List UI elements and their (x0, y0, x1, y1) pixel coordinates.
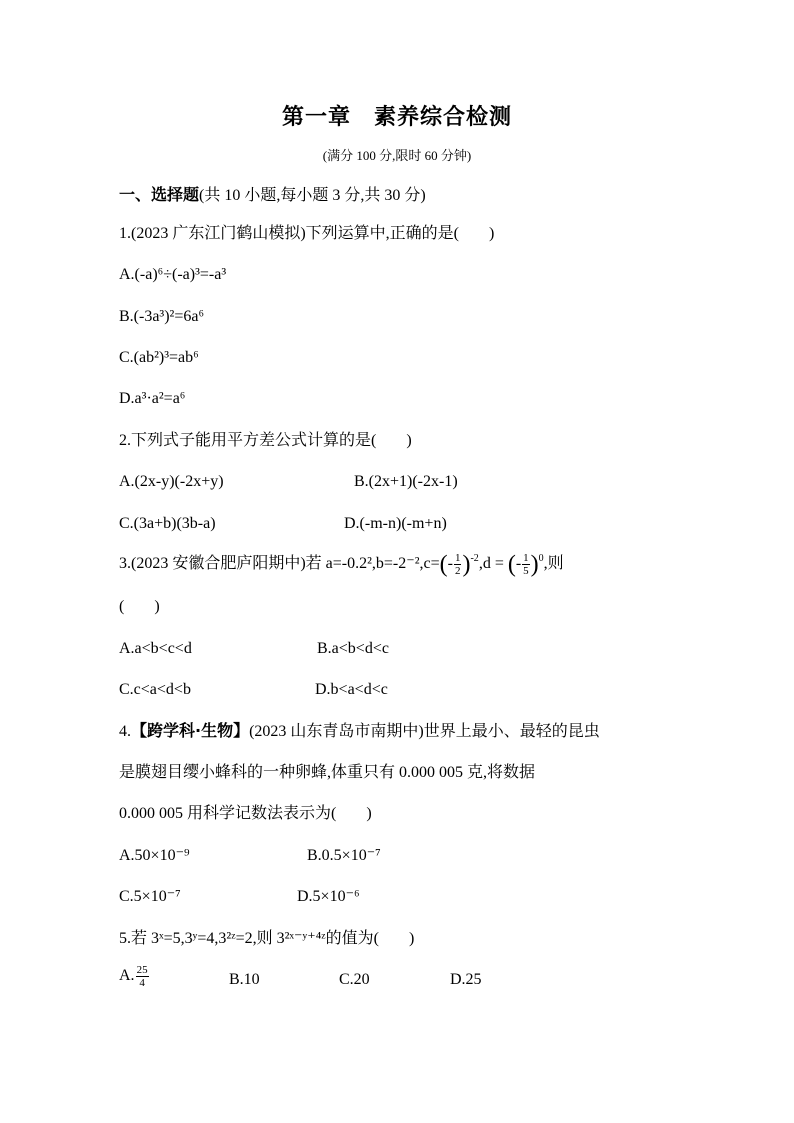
q4-stem-line3: 0.000 005 用科学记数法表示为( ) (119, 805, 372, 822)
q3-d-prefix: ,d = (478, 555, 504, 573)
q5-stem: 5.若 3ˣ=5,3ʸ=4,3²ᶻ=2,则 3²ˣ⁻ʸ⁺⁴ᶻ的值为( ) (119, 930, 415, 947)
section-heading-note: (共 10 小题,每小题 3 分,共 30 分) (199, 187, 426, 204)
q3-option-c: C.c<a<d<b (119, 681, 191, 698)
q4-stem-line1: 4.【跨学科·生物】(2023 山东青岛市南期中)世界上最小、最轻的昆虫 (119, 721, 600, 740)
q1-option-d: D.a³·a²=a⁶ (119, 390, 186, 407)
q2-option-d: D.(-m-n)(-m+n) (344, 515, 447, 532)
q4-option-d: D.5×10⁻⁶ (297, 888, 360, 905)
q1-option-c: C.(ab²)³=ab⁶ (119, 349, 199, 366)
q3-option-d: D.b<a<d<c (315, 681, 388, 698)
q4-option-a: A.50×10⁻⁹ (119, 847, 190, 864)
q2-option-c: C.(3a+b)(3b-a) (119, 515, 216, 532)
q3-c-fraction: $\frac{1}{2}$ (454, 552, 461, 577)
q3-c-exponent: -2 (470, 553, 479, 565)
q3-answer-paren: ( ) (119, 598, 160, 615)
q1-option-b: B.(-3a³)²=6a⁶ (119, 308, 205, 325)
q5-option-a: A. $\frac{25}{4}$ (119, 964, 148, 989)
q3-stem: 3.(2023 安徽合肥庐阳期中)若 a=-0.2²,b=-2⁻²,c=(- $\frac{1}{2}$ )$^{-2}$,d = (- $\frac{1}{5}$ )$^0$,则 (119, 551, 564, 578)
q3-stem-prefix: 3.(2023 安徽合肥庐阳期中)若 a=-0.2²,b=-2⁻²,c= (119, 555, 440, 573)
q2-stem-text: 2.下列式子能用平方差公式计算的是( (119, 432, 377, 449)
q3-d-exponent: 0 (538, 553, 544, 565)
q4-tag: 【跨学科·生物】 (131, 721, 250, 740)
q4-option-b: B.0.5×10⁻⁷ (307, 847, 381, 864)
q3-option-a: A.a<b<c<d (119, 640, 192, 657)
q3-d-fraction: $\frac{1}{5}$ (523, 552, 529, 577)
q3-stem-suffix: ,则 (543, 555, 564, 573)
q1-option-a: A.(-a)⁶÷(-a)³=-a³ (119, 266, 227, 283)
page-subtitle: (满分 100 分,限时 60 分钟) (322, 148, 472, 163)
q2-option-b: B.(2x+1)(-2x-1) (354, 473, 458, 490)
q1-stem-text: 1.(2023 广东江门鹤山模拟)下列运算中,正确的是( (119, 225, 459, 242)
q1-stem-close: ) (489, 225, 495, 242)
q5-a-fraction: $\frac{25}{4}$ (136, 964, 148, 989)
q1-stem (119, 223, 494, 245)
q2-stem-close: ) (406, 432, 412, 449)
q4-stem-line2: 是膜翅目缨小蜂科的一种卵蜂,体重只有 0.000 005 克,将数据 (119, 764, 536, 781)
q3-option-b: B.a<b<d<c (317, 640, 389, 657)
q5-option-b: B.10 (229, 971, 260, 988)
page-title: 第一章 素养综合检测 (281, 105, 512, 130)
q2-option-a: A.(2x-y)(-2x+y) (119, 473, 224, 490)
section-heading-label: 一、选择题 (119, 185, 200, 204)
section-heading (119, 182, 426, 205)
q5-option-d: D.25 (450, 971, 482, 988)
q2-stem (119, 430, 412, 452)
q5-option-c: C.20 (339, 971, 370, 988)
q4-option-c: C.5×10⁻⁷ (119, 888, 181, 905)
